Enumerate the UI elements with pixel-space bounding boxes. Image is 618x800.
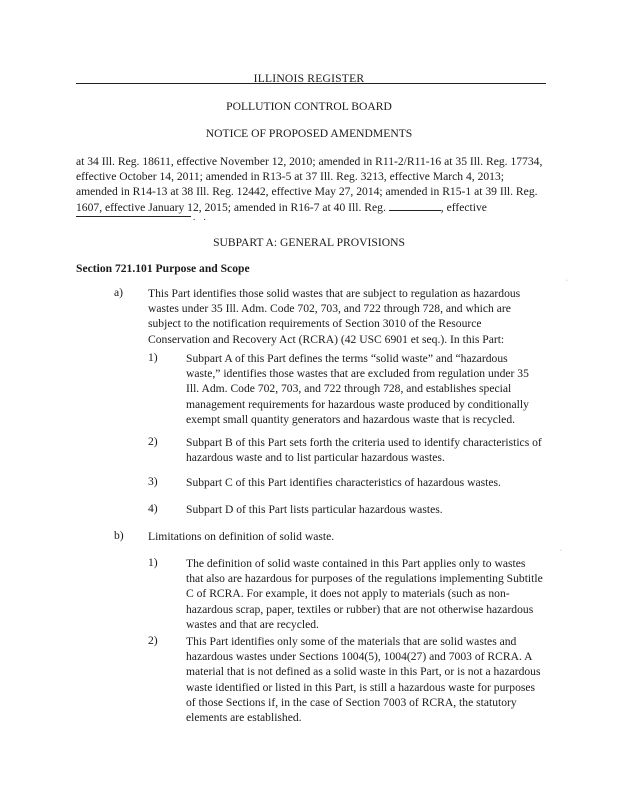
item-text: Subpart A of this Part defines the terms “solid waste” and “hazardous waste,” identifies those wastes that are excluded from regulation under 35 Ill. Adm. Code 702, 703, and 722 through 728, and establishes special management requirements for hazardous waste produced by conditionally exempt small quantity generators and hazardous waste that is recycled. [186, 352, 529, 426]
history-paragraph [76, 154, 548, 215]
item-text: The definition of solid waste contained in this Part applies only to wastes that also are hazardous for purposes of the regulations implementing Subtitle C of RCRA. For example, it does not apply to materials (such as non-hazardous scrap, paper, textiles or rubber) that are not otherwise hazardous wastes and that are recycled. [186, 557, 543, 631]
date-blank [389, 200, 441, 211]
history-text: at 34 Ill. Reg. 18611, effective November 12, 2010; amended in R11-2/R11-16 at 35 Ill. Reg. 17734, effective October 14, 2011; amended in R13-5 at 37 Ill. Reg. 3213, effective March 4, 2013; amended in R14-13 at 38 Ill. Reg. 12442, effective May 27, 2014; amended in R15-1 at 39 Ill. Reg. 1607, effective January 12, 2015; amended in R16-7 at 40 Ill. Reg. [76, 155, 543, 214]
item-marker: a) [114, 286, 124, 299]
register-title: ILLINOIS REGISTER [253, 72, 365, 85]
item-text: Subpart C of this Part identifies characteristics of hazardous wastes. [186, 476, 501, 489]
scan-speck: · [566, 278, 568, 284]
item-marker: 1) [148, 556, 158, 569]
item-marker: 1) [148, 351, 158, 364]
item-text: Subpart D of this Part lists particular hazardous wastes. [186, 503, 443, 516]
board-name: POLLUTION CONTROL BOARD [226, 100, 392, 113]
item-marker: 4) [148, 502, 158, 515]
section-heading: Section 721.101 Purpose and Scope [76, 262, 250, 275]
item-text: Subpart B of this Part sets forth the criteria used to identify characteristics of hazardous waste and to list particular hazardous wastes. [186, 436, 542, 465]
scan-speck: · [560, 548, 562, 554]
history-underline [76, 216, 191, 217]
item-text: This Part identifies those solid wastes that are subject to regulation as hazardous wastes under 35 Ill. Adm. Code 702, 703, and 722 through 728, and which are subject to the notification requirements of Section 3010 of the Resource Conservation and Recovery Act (RCRA) (42 USC 6901 et seq.). In this Part: [148, 287, 521, 346]
item-marker: 2) [148, 435, 158, 448]
history-tail: , effective [440, 200, 487, 214]
header-rule [76, 83, 546, 84]
item-text: Limitations on definition of solid waste. [148, 530, 335, 543]
item-marker: 2) [148, 634, 158, 647]
item-marker: 3) [148, 475, 158, 488]
item-text: This Part identifies only some of the materials that are solid wastes and hazardous wastes under Sections 1004(5), 1004(27) and 7003 of RCRA. A material that is not defined as a solid waste in this Part, or is not a hazardous waste identified or listed in this Part, is still a hazardous waste for purposes of those Sections if, in the case of Section 7003 of RCRA, the statutory elements are established. [186, 635, 541, 725]
notice-title: NOTICE OF PROPOSED AMENDMENTS [205, 127, 413, 140]
history-dots: . . [193, 212, 209, 222]
item-marker: b) [114, 529, 124, 542]
subpart-heading: SUBPART A: GENERAL PROVISIONS [213, 236, 405, 249]
